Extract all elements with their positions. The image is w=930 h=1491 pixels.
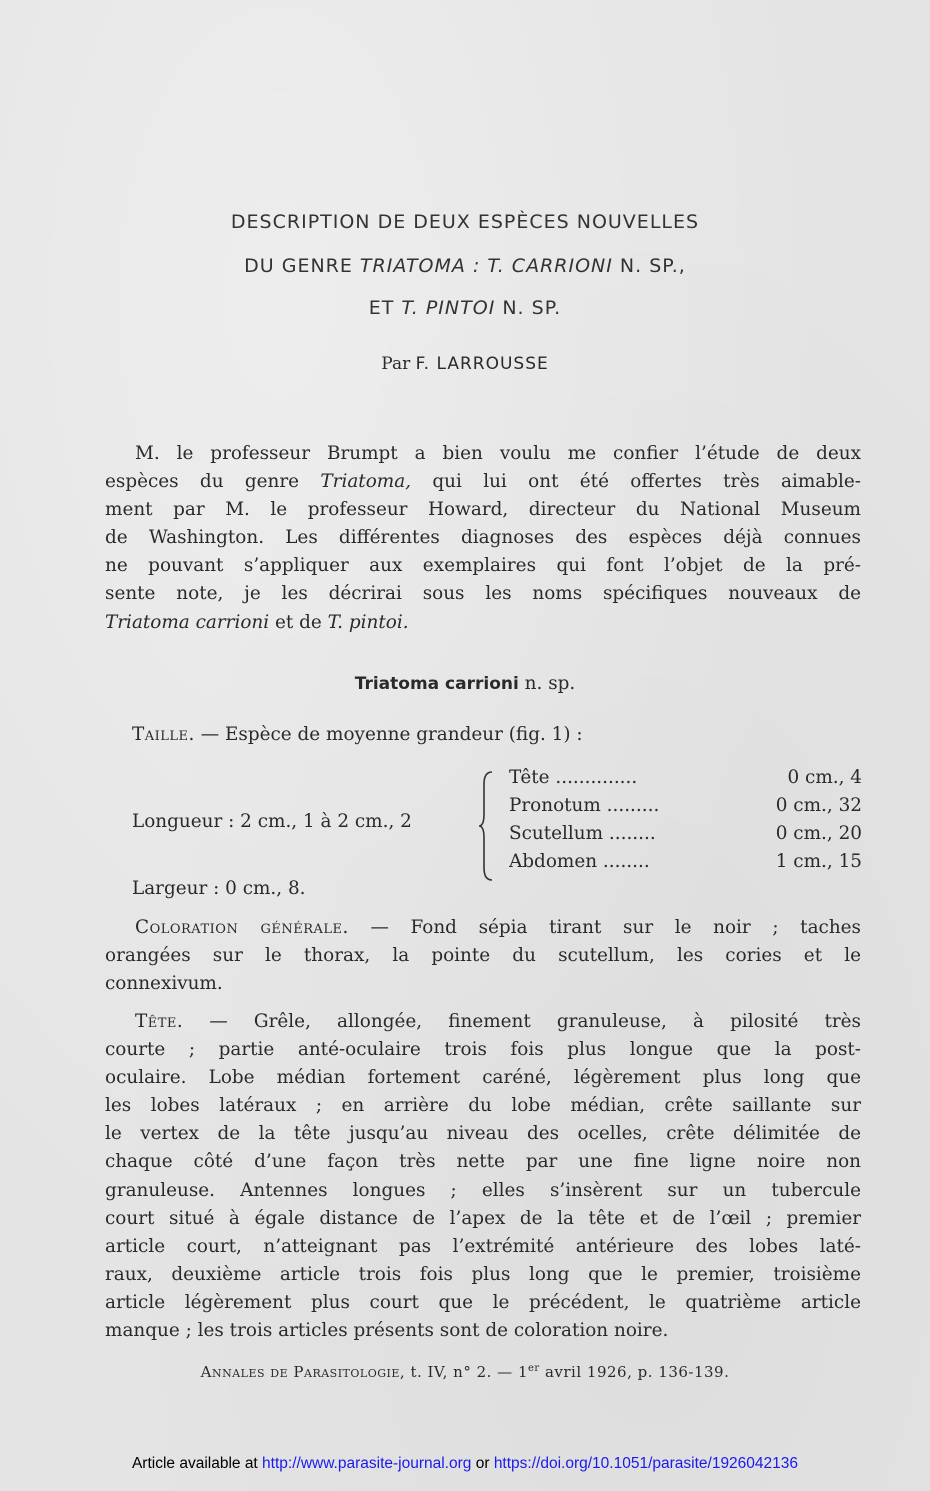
- paragraph-line: le vertex de la tête jusqu’au niveau des ocelles, crête délimitée de: [105, 1123, 861, 1145]
- paragraph-line: [105, 468, 861, 496]
- title-text: ET: [368, 297, 402, 319]
- article-title-line-2: [0, 255, 930, 277]
- title-text: DU GENRE: [244, 255, 360, 277]
- paragraph-line: chaque côté d’une façon très nette par une fine ligne noire non: [105, 1151, 861, 1173]
- paragraph-line: les lobes latéraux ; en arrière du lobe médian, crête saillante sur: [105, 1095, 861, 1117]
- section-heading: [0, 673, 930, 694]
- journal-volume: t. IV, n° 2. — 1: [405, 1363, 528, 1381]
- paragraph-line: court situé à égale distance de l’apex de la tête et de l’œil ; premier: [105, 1207, 861, 1229]
- doi-link[interactable]: https://doi.org/10.1051/parasite/1926042136: [493, 1455, 799, 1472]
- coloration-paragraph: [105, 914, 861, 998]
- species-italic: Triatoma carrioni: [105, 611, 270, 633]
- measurement-value: 0 cm., 4: [787, 767, 862, 788]
- largeur-line: Largeur : 0 cm., 8.: [132, 878, 306, 899]
- measurement-row: [509, 823, 862, 844]
- ordinal-superscript: er: [528, 1363, 540, 1374]
- title-text: N. SP.,: [612, 255, 686, 277]
- article-title-line-1: [0, 211, 930, 233]
- journal-name: Annales de Parasitologie,: [200, 1363, 406, 1381]
- text-run: — Grêle, allongée, finement granuleuse, à pilosité très: [183, 1011, 861, 1032]
- paragraph-line: manque ; les trois articles présents sont de coloration noire.: [105, 1320, 669, 1342]
- taille-text: — Espèce de moyenne grandeur (fig. 1) :: [194, 724, 583, 745]
- title-species-italic: TRIATOMA : T. CARRIONI: [359, 255, 613, 277]
- paragraph-line: ment par M. le professeur Howard, directeur du National Museum: [105, 499, 861, 521]
- title-text: N. SP.: [495, 297, 562, 319]
- paragraph-line: M. le professeur Brumpt a bien voulu me confier l’étude de deux: [135, 443, 861, 464]
- access-separator: or: [471, 1455, 494, 1472]
- text-run: qui lui ont été offertes très aimable-: [411, 471, 861, 493]
- coloration-label: Coloration générale.: [135, 917, 349, 938]
- paragraph-line: courte ; partie anté-oculaire trois fois plus longue que la post-: [105, 1039, 861, 1061]
- author-line: [0, 354, 930, 374]
- measurement-row: [509, 851, 862, 872]
- intro-paragraph: [105, 440, 861, 637]
- access-prefix: Article available at: [131, 1455, 263, 1472]
- text-run: espèces du genre: [105, 471, 321, 493]
- measurement-value: 0 cm., 20: [775, 823, 862, 844]
- tete-label: Tête.: [135, 1011, 184, 1032]
- article-title-line-3: [0, 297, 930, 319]
- curly-brace-icon: [478, 770, 496, 882]
- text-run: et de: [269, 611, 328, 633]
- paragraph-line: article court, n’atteignant pas l’extrémité antérieure des lobes laté-: [105, 1235, 861, 1257]
- paragraph-line: [105, 609, 861, 637]
- measurement-row: [509, 767, 862, 788]
- section-species-name: Triatoma carrioni: [354, 674, 519, 694]
- measurement-part: Scutellum ........: [509, 823, 656, 844]
- paragraph-line: orangées sur le thorax, la pointe du scutellum, les cories et le: [105, 945, 861, 967]
- text-run: — Fond sépia tirant sur le noir ; taches: [348, 917, 861, 938]
- author-name: F. LARROUSSE: [415, 354, 549, 374]
- paragraph-line: connexivum.: [105, 973, 223, 995]
- measurement-part: Pronotum .........: [509, 795, 660, 816]
- journal-date-pages: avril 1926, p. 136-139.: [539, 1363, 730, 1381]
- paragraph-line: granuleuse. Antennes longues ; elles s’insèrent sur un tubercule: [105, 1179, 861, 1201]
- paragraph-line: [105, 1008, 861, 1036]
- measurement-part: Tête ..............: [509, 767, 638, 788]
- section-suffix: n. sp.: [518, 673, 576, 694]
- paragraph-line: oculaire. Lobe médian fortement caréné, légèrement plus long que: [105, 1067, 861, 1089]
- paragraph-line: raux, deuxième article trois fois plus long que le premier, troisième: [105, 1263, 861, 1285]
- taille-line: [132, 724, 583, 745]
- tete-paragraph: [105, 1008, 861, 1345]
- author-prefix: Par: [381, 354, 416, 374]
- species-italic: T. pintoi.: [327, 611, 409, 633]
- measurement-row: [509, 795, 862, 816]
- paragraph-line: de Washington. Les différentes diagnoses des espèces déjà connues: [105, 527, 861, 549]
- genus-italic: Triatoma,: [320, 471, 412, 493]
- taille-label: Taille.: [132, 724, 195, 745]
- paragraph-line: ne pouvant s’appliquer aux exemplaires qui font l’objet de la pré-: [105, 555, 861, 577]
- journal-reference: [0, 1363, 930, 1381]
- journal-link[interactable]: http://www.parasite-journal.org: [262, 1455, 472, 1472]
- measurement-value: 0 cm., 32: [775, 795, 862, 816]
- longueur-label: Longueur : 2 cm., 1 à 2 cm., 2: [132, 811, 412, 832]
- paragraph-line: article légèrement plus court que le précédent, le quatrième article: [105, 1291, 861, 1313]
- access-line: [0, 1455, 930, 1473]
- paragraph-line: sente note, je les décrirai sous les noms spécifiques nouveaux de: [105, 583, 861, 605]
- paragraph-line: [105, 914, 861, 942]
- title-text: DESCRIPTION DE DEUX ESPÈCES NOUVELLES: [230, 211, 700, 233]
- measurement-part: Abdomen ........: [509, 851, 650, 872]
- title-species-italic: T. PINTOI: [401, 297, 496, 319]
- measurement-value: 1 cm., 15: [775, 851, 862, 872]
